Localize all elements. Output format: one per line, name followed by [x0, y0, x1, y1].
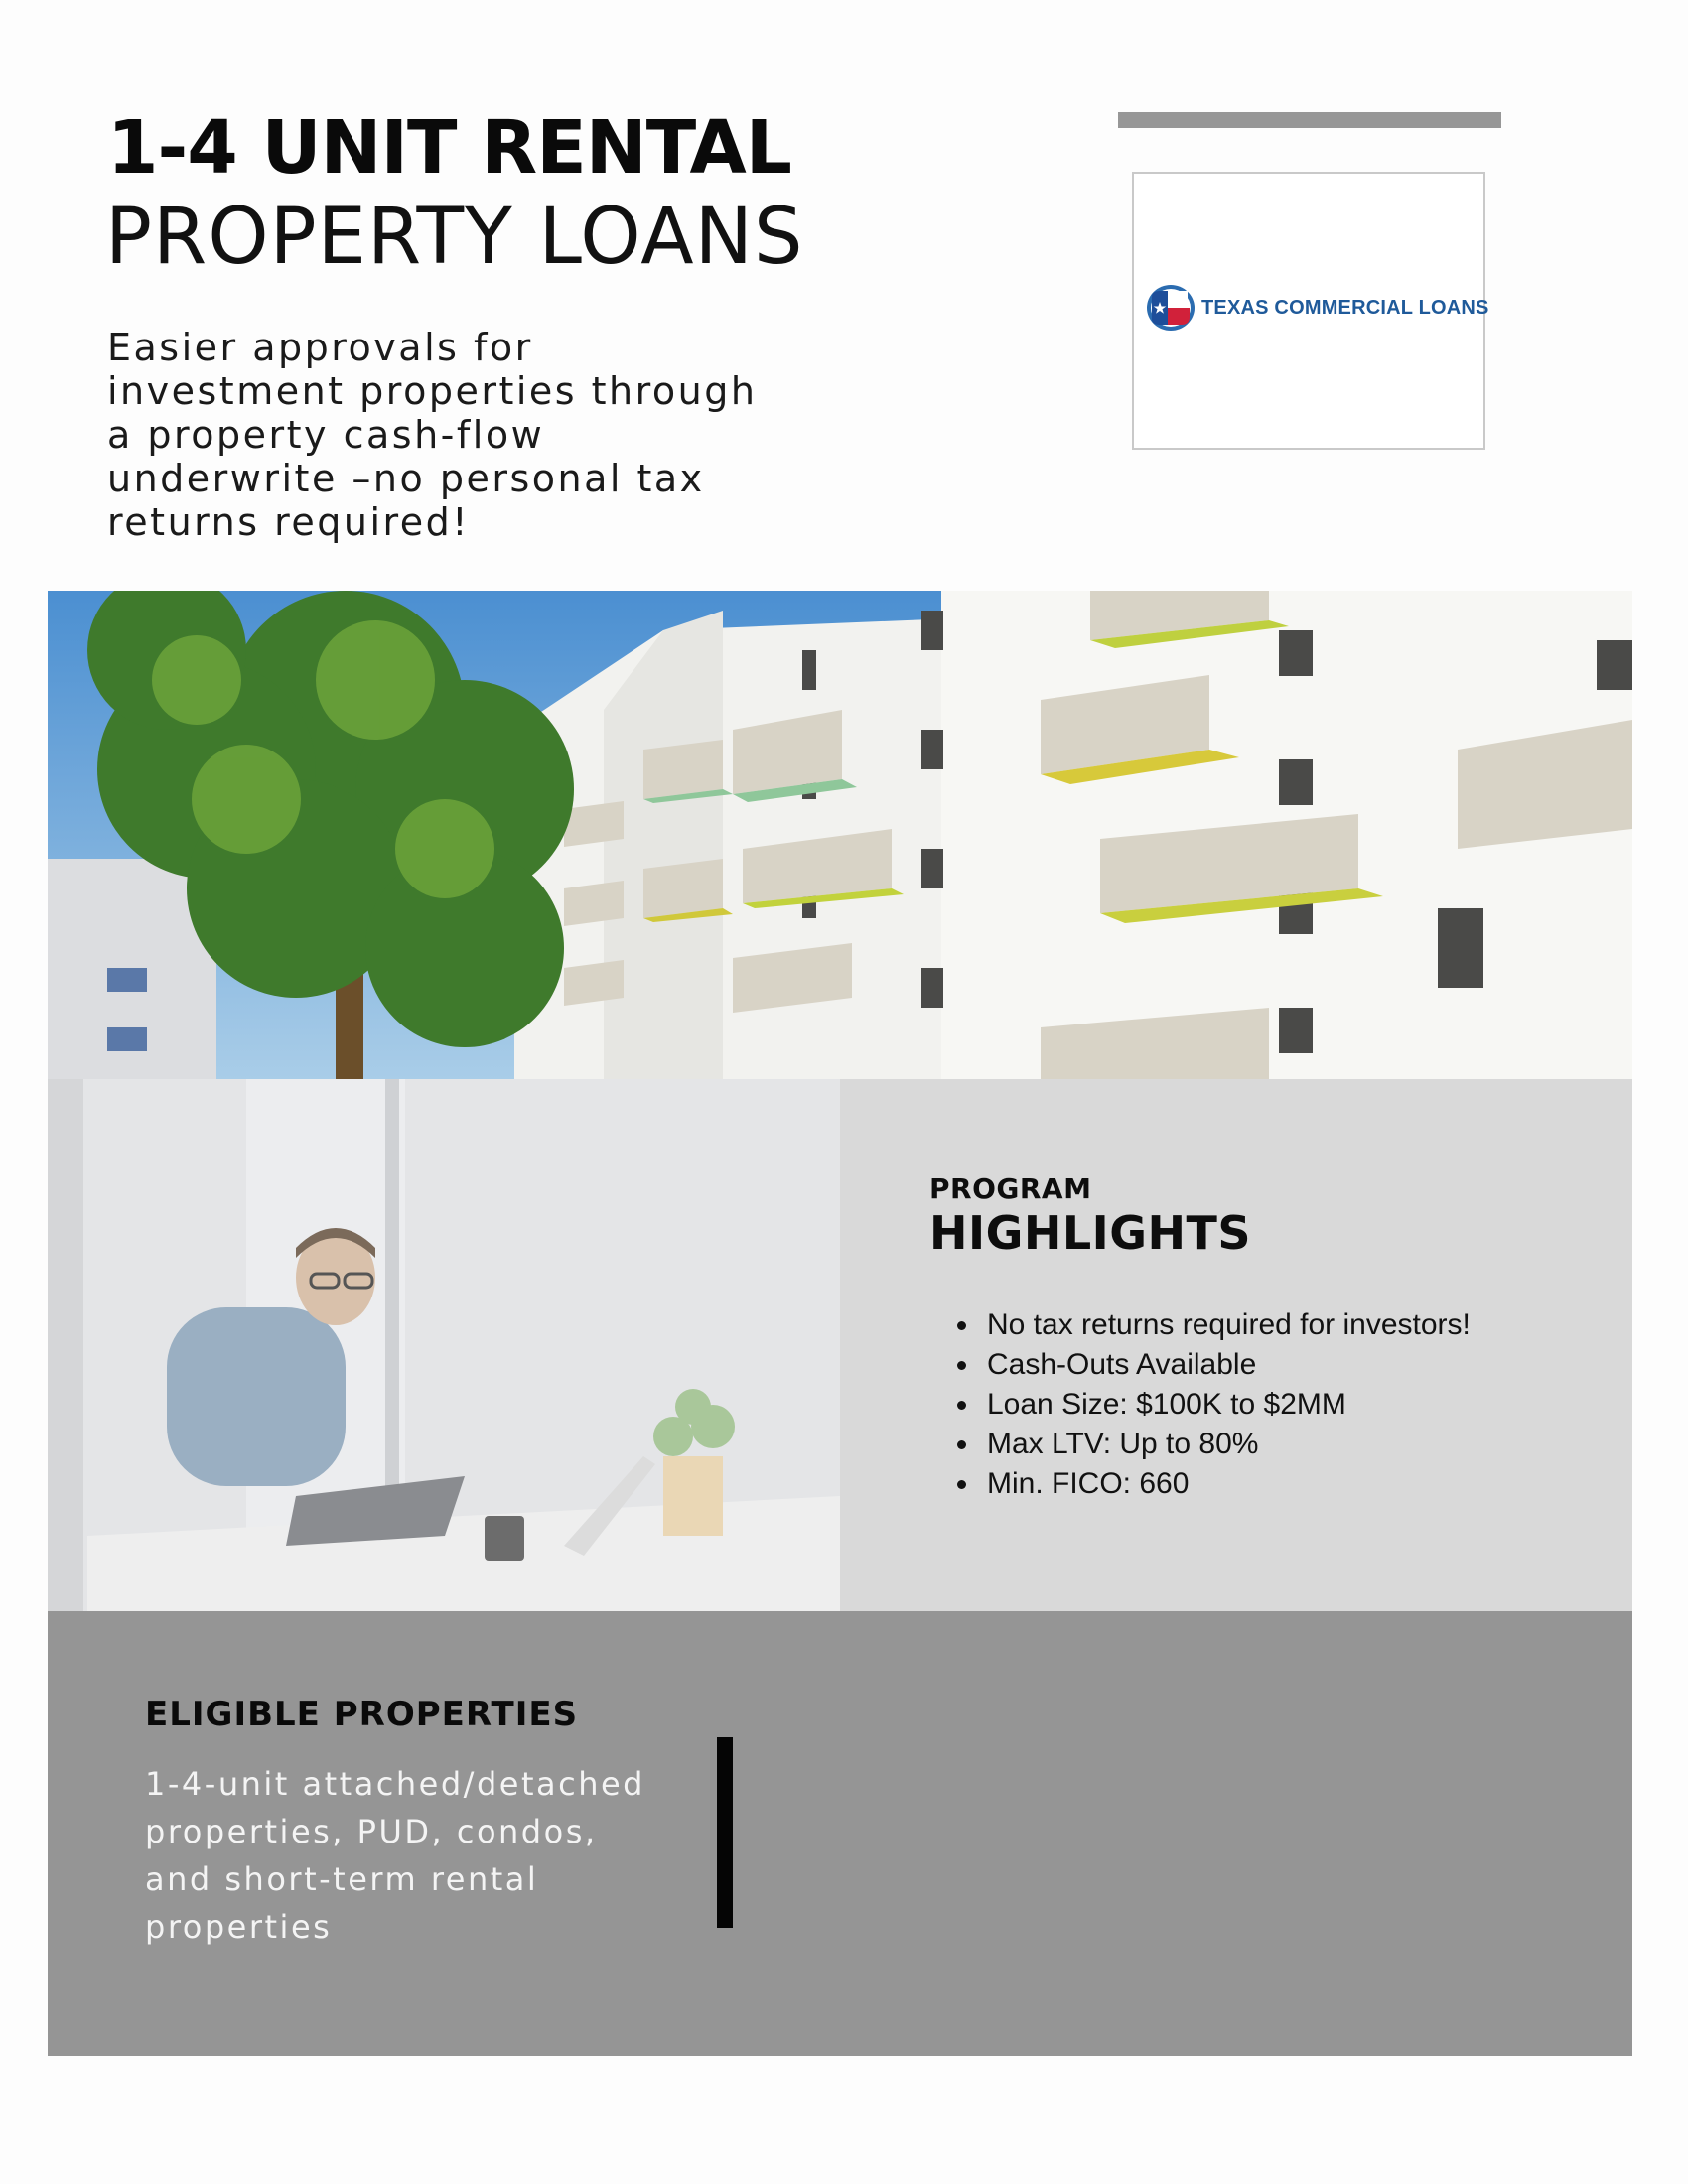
- list-item: • No tax returns required for investors!: [981, 1305, 1636, 1345]
- highlights-list: [951, 1305, 1636, 1504]
- list-item: • Loan Size: $100K to $2MM: [981, 1385, 1636, 1425]
- page-subtitle: PROPERTY LOANS: [105, 193, 804, 282]
- office-photo: [48, 1079, 840, 1611]
- vertical-divider: [717, 1737, 733, 1928]
- list-item: • Max LTV: Up to 80%: [981, 1425, 1636, 1464]
- logo-text: TEXAS COMMERCIAL LOANS: [1201, 296, 1489, 319]
- intro-text: Easier approvals for investment properties through a property cash-flow underwrite –no personal tax returns required!: [107, 326, 758, 544]
- decorative-bar: [1118, 112, 1501, 128]
- highlights-title: HIGHLIGHTS: [929, 1206, 1252, 1260]
- building-photo: [48, 591, 1632, 1079]
- eligible-properties: [48, 1611, 1632, 2056]
- program-highlights: [840, 1079, 1632, 1611]
- eligible-body: 1-4-unit attached/detached properties, PUD, condos, and short-term rental properties: [145, 1765, 645, 1946]
- list-item: • Cash-Outs Available: [981, 1345, 1636, 1385]
- texas-flag-icon: [1146, 283, 1196, 333]
- page-title: 1-4 UNIT RENTAL: [107, 105, 791, 191]
- eligible-title: ELIGIBLE PROPERTIES: [145, 1695, 579, 1734]
- logo-frame: [1132, 172, 1489, 450]
- company-logo: [1146, 283, 1489, 333]
- list-item: • Min. FICO: 660: [981, 1464, 1636, 1504]
- highlights-kicker: PROGRAM: [929, 1172, 1092, 1205]
